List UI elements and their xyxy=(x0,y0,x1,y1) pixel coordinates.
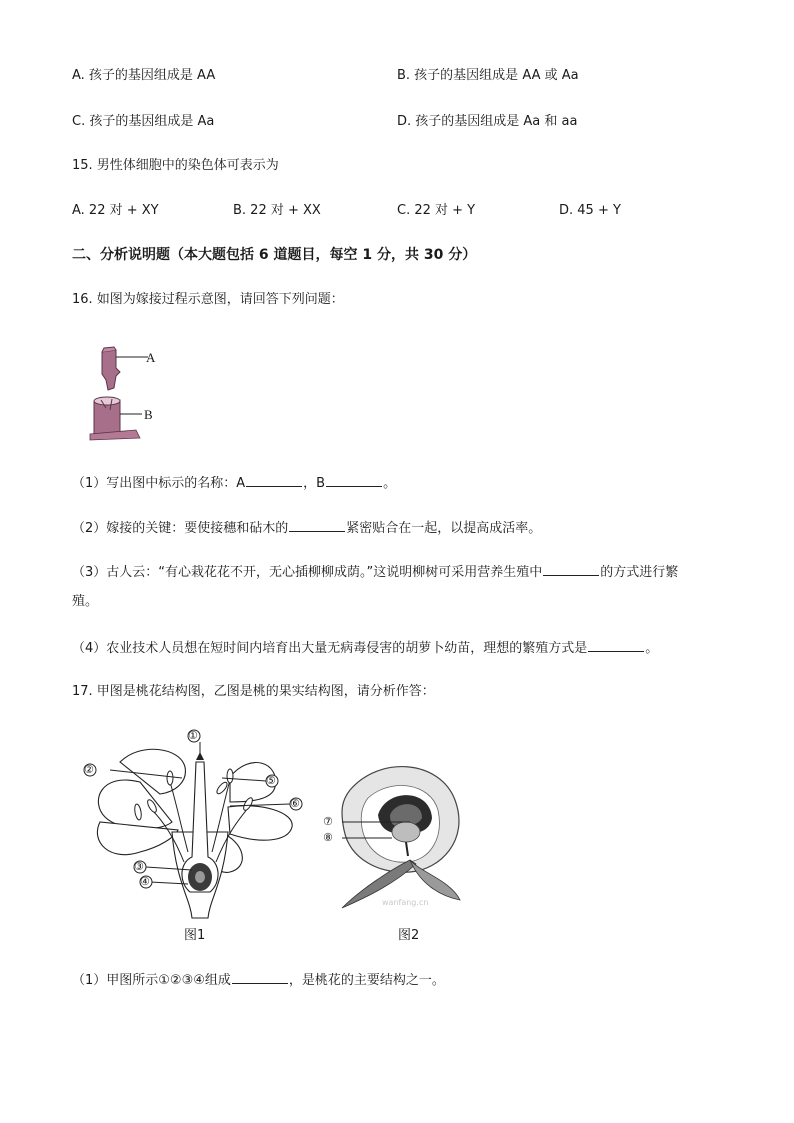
q16-part3 xyxy=(72,561,678,583)
q17-p1-end: ，是桃花的主要结构之一。 xyxy=(288,973,445,988)
q16-p2-text: （2）嫁接的关键：要使接穗和砧木的 xyxy=(72,521,289,536)
q14-option-d: D. 孩子的基因组成是 Aa 和 aa xyxy=(397,114,578,129)
q16-p3-end: 的方式进行繁 xyxy=(600,565,679,580)
answer-blank-key[interactable] xyxy=(289,517,345,532)
q14-option-c: C. 孩子的基因组成是 Aa xyxy=(72,114,215,129)
fruit-label-7: ⑦ xyxy=(323,815,333,828)
q16-part2 xyxy=(72,517,541,539)
q15-option-d: D. 45 + Y xyxy=(559,203,621,218)
q15-option-a: A. 22 对 + XY xyxy=(72,203,159,218)
q16-part3-cont: 殖。 xyxy=(72,594,99,609)
flower-label-4: ④ xyxy=(140,875,150,888)
figure2-caption: 图2 xyxy=(398,928,420,943)
peach-flower-diagram xyxy=(80,722,320,922)
flower-label-3: ③ xyxy=(134,860,144,873)
graft-label-a: A xyxy=(146,350,156,365)
q14-option-a: A. 孩子的基因组成是 AA xyxy=(72,68,216,83)
q14-option-b: B. 孩子的基因组成是 AA 或 Aa xyxy=(397,68,579,83)
q16-p1-text: （1）写出图中标示的名称：A xyxy=(72,476,246,491)
q17-part1 xyxy=(72,969,445,991)
flower-label-6: ⑥ xyxy=(290,797,300,810)
q16-p4-end: 。 xyxy=(645,641,659,656)
q16-part1 xyxy=(72,472,396,494)
q16-p1-end: 。 xyxy=(383,476,397,491)
watermark-text: wanfang.cn xyxy=(382,898,429,907)
answer-blank-a[interactable] xyxy=(246,472,302,487)
q16-p1-sep: ，B xyxy=(303,476,326,491)
q16-stem: 16. 如图为嫁接过程示意图，请回答下列问题： xyxy=(72,292,344,307)
answer-blank-pistil[interactable] xyxy=(232,969,288,984)
q15-option-c: C. 22 对 + Y xyxy=(397,203,476,218)
q16-p2-end: 紧密贴合在一起，以提高成活率。 xyxy=(346,521,542,536)
flower-label-1: ① xyxy=(188,729,198,742)
q17-p1-text: （1）甲图所示①②③④组成 xyxy=(72,973,231,988)
flower-label-2: ② xyxy=(84,763,94,776)
answer-blank-method[interactable] xyxy=(543,561,599,576)
q16-part4 xyxy=(72,637,658,659)
q16-p3-text: （3）古人云：“有心栽花花不开，无心插柳柳成荫。”这说明柳树可采用营养生殖中 xyxy=(72,565,543,580)
fruit-label-8: ⑧ xyxy=(323,831,333,844)
answer-blank-propagation[interactable] xyxy=(588,637,644,652)
q15-option-b: B. 22 对 + XX xyxy=(233,203,321,218)
q15-stem: 15. 男性体细胞中的染色体可表示为 xyxy=(72,158,279,173)
graft-label-b: B xyxy=(144,407,153,422)
q16-p4-text: （4）农业技术人员想在短时间内培育出大量无病毒侵害的胡萝卜幼苗，理想的繁殖方式是 xyxy=(72,641,588,656)
figure1-caption: 图1 xyxy=(184,928,206,943)
section-heading: 二、分析说明题（本大题包括 6 道题目，每空 1 分，共 30 分） xyxy=(72,247,477,263)
flower-label-5: ⑤ xyxy=(266,774,276,787)
q17-stem: 17. 甲图是桃花结构图，乙图是桃的果实结构图，请分析作答： xyxy=(72,684,435,699)
answer-blank-b[interactable] xyxy=(326,472,382,487)
